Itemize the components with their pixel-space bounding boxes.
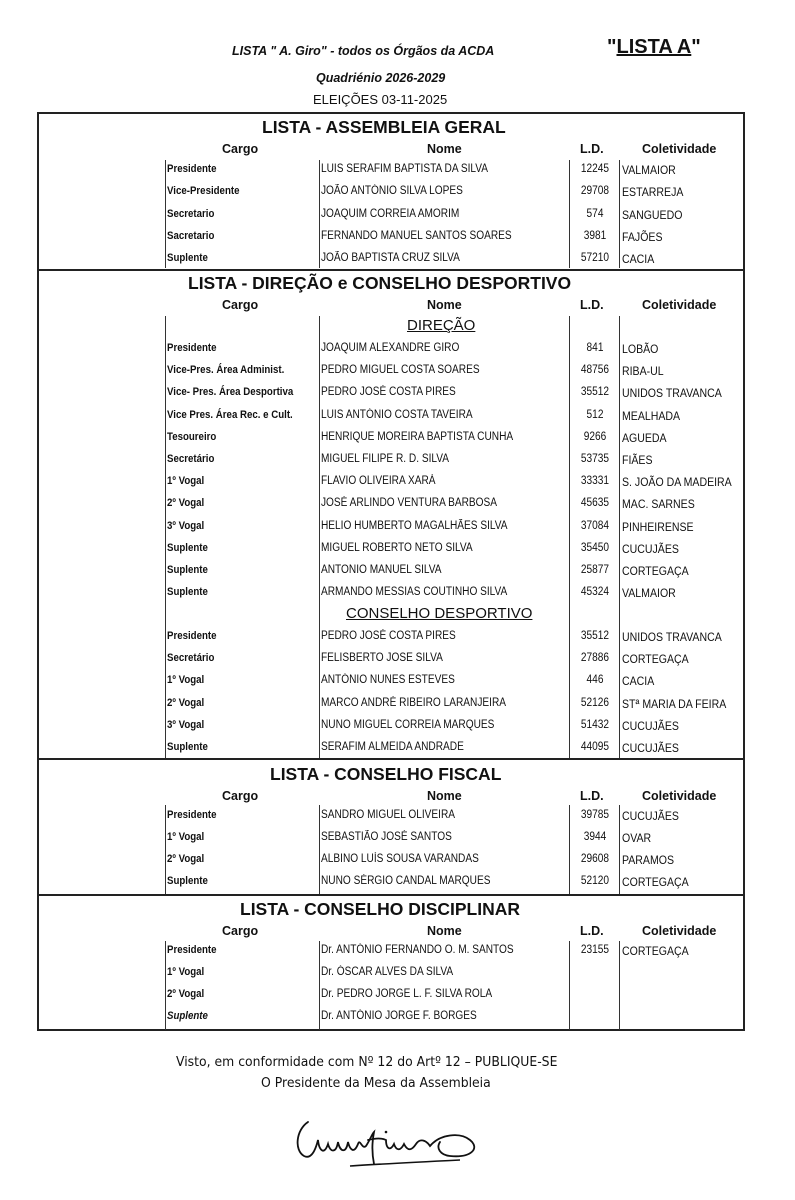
coletividade-cell: SANGUEDO (622, 207, 683, 222)
nome-cell: MARCO ANDRÉ RIBEIRO LARANJEIRA (321, 696, 507, 709)
coletividade-cell: LOBÃO (622, 342, 659, 356)
nome-cell: Dr. ANTÓNIO JORGE F. BORGES (321, 1010, 477, 1022)
ld-cell: 45635 (580, 497, 610, 510)
coletividade-cell: RIBA-UL (622, 364, 664, 379)
ld-cell: 3981 (583, 229, 607, 242)
quote-close: " (691, 36, 701, 58)
nome-cell: HENRIQUE MOREIRA BAPTISTA CUNHA (321, 430, 514, 443)
coletividade-cell: AGUEDA (622, 430, 667, 445)
signatory-title: O Presidente da Mesa da Assembleia (261, 1075, 491, 1091)
coletividade-cell: MEALHADA (622, 408, 681, 423)
ld-cell: 446 (586, 674, 604, 687)
cargo-cell: Suplente (167, 564, 208, 576)
nome-cell: MIGUEL ROBERTO NETO SILVA (321, 541, 473, 554)
coletividade-cell: ESTARREJA (622, 185, 684, 200)
coletividade-cell: FAJÕES (622, 229, 663, 244)
cargo-cell: Suplente (167, 875, 208, 887)
column-header-nome: Nome (427, 142, 462, 156)
section-title: LISTA - DIREÇÃO e CONSELHO DESPORTIVO (188, 273, 572, 293)
column-header-nome: Nome (427, 298, 462, 312)
cargo-cell: Presidente (167, 630, 217, 642)
nome-cell: FERNANDO MANUEL SANTOS SOARES (321, 229, 512, 242)
cargo-cell: Secretario (167, 207, 215, 220)
subsection-conselho-desportivo: CONSELHO DESPORTIVO (346, 605, 533, 622)
cargo-cell: Suplente (167, 741, 208, 753)
coletividade-cell: CUCUJÃES (622, 718, 679, 733)
column-header-nome: Nome (427, 924, 462, 938)
ld-cell: 35450 (580, 541, 610, 554)
cargo-cell: 1º Vogal (167, 831, 205, 843)
column-header-coletividade: Coletividade (642, 298, 717, 312)
nome-cell: ANTÓNIO NUNES ESTEVES (321, 674, 455, 687)
nome-cell: JOAQUIM ALEXANDRE GIRO (321, 342, 460, 354)
column-divider (569, 941, 570, 1030)
ld-cell: 52126 (580, 696, 610, 709)
nome-cell: HELIO HUMBERTO MAGALHÃES SILVA (321, 519, 508, 532)
column-header-ld: L.D. (580, 924, 604, 938)
column-divider (319, 160, 320, 268)
nome-cell: JOÃO BAPTISTA CRUZ SILVA (321, 252, 460, 265)
column-divider (569, 316, 570, 758)
column-divider (619, 160, 620, 268)
cargo-cell: Vice Pres. Área Rec. e Cult. (167, 408, 293, 421)
cargo-cell: 3º Vogal (167, 718, 205, 731)
column-divider (165, 805, 166, 894)
coletividade-cell: VALMAIOR (622, 163, 676, 177)
coletividade-cell: CORTEGAÇA (622, 652, 689, 667)
coletividade-cell: CACIA (622, 252, 655, 267)
nome-cell: ALBINO LUÍS SOUSA VARANDAS (321, 853, 479, 865)
coletividade-cell: CUCUJÃES (622, 809, 679, 823)
column-divider (165, 160, 166, 268)
subsection-direcao: DIREÇÃO (407, 317, 476, 334)
quote-open: " (607, 36, 617, 58)
cargo-cell: Presidente (167, 342, 217, 354)
list-label-text: LISTA A (616, 36, 692, 58)
nome-cell: Dr. ÓSCAR ALVES DA SILVA (321, 966, 454, 978)
section-title: LISTA - CONSELHO DISCIPLINAR (240, 899, 520, 919)
coletividade-cell: CORTEGAÇA (622, 944, 689, 958)
column-header-cargo: Cargo (222, 789, 259, 803)
ld-cell: 574 (586, 207, 604, 220)
ld-cell: 44095 (580, 741, 610, 753)
nome-cell: ARMANDO MESSIAS COUTINHO SILVA (321, 586, 508, 599)
nome-cell: ANTONIO MANUEL SILVA (321, 564, 442, 576)
coletividade-cell: OVAR (622, 831, 652, 845)
cargo-cell: Vice-Pres. Área Administ. (167, 364, 285, 377)
cargo-cell: Presidente (167, 809, 217, 821)
nome-cell: FLAVIO OLIVEIRA XARÁ (321, 475, 436, 488)
ld-cell: 29608 (580, 853, 610, 865)
ld-cell: 25877 (580, 564, 610, 576)
coletividade-cell: FIÃES (622, 453, 653, 467)
column-divider (319, 941, 320, 1030)
cargo-cell: Secretário (167, 453, 215, 465)
nome-cell: JOÃO ANTÓNIO SILVA LOPES (321, 185, 463, 198)
column-header-coletividade: Coletividade (642, 789, 717, 803)
ld-cell: 53735 (580, 453, 610, 465)
ld-cell: 33331 (580, 475, 610, 488)
ld-cell: 9266 (583, 430, 607, 443)
ld-cell: 27886 (580, 652, 610, 665)
column-header-nome: Nome (427, 789, 462, 803)
coletividade-cell: STª MARIA DA FEIRA (622, 696, 727, 711)
cargo-cell: Suplente (167, 252, 208, 265)
cargo-cell: Vice- Pres. Área Desportiva (167, 386, 294, 399)
nome-cell: JOSÉ ARLINDO VENTURA BARBOSA (321, 497, 498, 510)
cargo-cell: 1º Vogal (167, 475, 205, 488)
column-divider (165, 941, 166, 1030)
cargo-cell: Secretário (167, 652, 215, 665)
column-divider (619, 805, 620, 894)
column-header-ld: L.D. (580, 142, 604, 156)
coletividade-cell: MAC. SARNES (622, 497, 695, 512)
nome-cell: PEDRO JOSÉ COSTA PIRES (321, 386, 456, 399)
nome-cell: PEDRO MIGUEL COSTA SOARES (321, 364, 480, 377)
nome-cell: NUNO SÉRGIO CANDAL MARQUES (321, 875, 491, 887)
column-header-cargo: Cargo (222, 298, 259, 312)
cargo-cell: 2º Vogal (167, 696, 205, 709)
column-header-cargo: Cargo (222, 142, 259, 156)
list-label (607, 36, 701, 59)
ld-cell: 35512 (580, 386, 610, 399)
nome-cell: NUNO MIGUEL CORREIA MARQUES (321, 718, 495, 731)
coletividade-cell: VALMAIOR (622, 586, 676, 601)
ld-cell: 29708 (580, 185, 610, 198)
column-header-ld: L.D. (580, 789, 604, 803)
cargo-cell: Presidente (167, 163, 217, 175)
ld-cell: 512 (586, 408, 604, 421)
coletividade-cell: CORTEGAÇA (622, 564, 689, 578)
column-divider (165, 316, 166, 758)
cargo-cell: Vice-Presidente (167, 185, 240, 198)
section-title: LISTA - ASSEMBLEIA GERAL (262, 117, 506, 137)
cargo-cell: Sacretario (167, 229, 215, 242)
ld-cell: 51432 (580, 718, 610, 731)
nome-cell: SERAFIM ALMEIDA ANDRADE (321, 741, 464, 753)
column-divider (569, 805, 570, 894)
section-title: LISTA - CONSELHO FISCAL (270, 764, 502, 784)
coletividade-cell: PINHEIRENSE (622, 519, 694, 534)
ld-cell: 52120 (580, 875, 610, 887)
cargo-cell: 2º Vogal (167, 497, 205, 510)
nome-cell: JOAQUIM CORREIA AMORIM (321, 207, 460, 220)
column-divider (319, 316, 320, 758)
coletividade-cell: CORTEGAÇA (622, 875, 689, 889)
ld-cell: 39785 (580, 809, 610, 821)
coletividade-cell: CACIA (622, 674, 655, 689)
cargo-cell: 1º Vogal (167, 674, 205, 687)
cargo-cell: Suplente (167, 541, 208, 554)
nome-cell: MIGUEL FILIPE R. D. SILVA (321, 453, 450, 465)
column-divider (619, 941, 620, 1030)
ld-cell: 37084 (580, 519, 610, 532)
nome-cell: LUIS ANTÓNIO COSTA TAVEIRA (321, 408, 473, 421)
cargo-cell: Tesoureiro (167, 430, 217, 443)
cargo-cell: Presidente (167, 944, 217, 956)
coletividade-cell: CUCUJÃES (622, 541, 679, 556)
nome-cell: Dr. ANTÓNIO FERNANDO O. M. SANTOS (321, 944, 514, 956)
nome-cell: PEDRO JOSÉ COSTA PIRES (321, 630, 456, 642)
coletividade-cell: UNIDOS TRAVANCA (622, 386, 722, 401)
column-header-coletividade: Coletividade (642, 142, 717, 156)
cargo-cell: 2º Vogal (167, 988, 205, 1000)
ld-cell: 57210 (580, 252, 610, 265)
column-divider (569, 160, 570, 268)
document-title: LISTA " A. Giro" - todos os Órgãos da ACDA (232, 44, 495, 58)
ld-cell: 45324 (580, 586, 610, 599)
coletividade-cell: S. JOÃO DA MADEIRA (622, 475, 732, 490)
column-header-coletividade: Coletividade (642, 924, 717, 938)
ld-cell: 12245 (580, 163, 610, 175)
column-header-ld: L.D. (580, 298, 604, 312)
cargo-cell: 1º Vogal (167, 966, 205, 978)
quadrennium-label: Quadriénio 2026-2029 (316, 71, 446, 85)
ld-cell: 23155 (580, 944, 610, 956)
signature-icon (290, 1110, 540, 1175)
nome-cell: SANDRO MIGUEL OLIVEIRA (321, 809, 456, 821)
ld-cell: 841 (586, 342, 604, 354)
cargo-cell: Suplente (167, 586, 208, 599)
nome-cell: Dr. PEDRO JORGE L. F. SILVA ROLA (321, 988, 493, 1000)
cargo-cell: 2º Vogal (167, 853, 205, 865)
nome-cell: FELISBERTO JOSE SILVA (321, 652, 443, 665)
cargo-cell: Suplente (167, 1010, 208, 1022)
nome-cell: SEBASTIÃO JOSÉ SANTOS (321, 831, 452, 843)
column-header-cargo: Cargo (222, 924, 259, 938)
coletividade-cell: UNIDOS TRAVANCA (622, 630, 722, 644)
election-date: ELEIÇÕES 03-11-2025 (313, 92, 448, 107)
coletividade-cell: CUCUJÃES (622, 741, 679, 755)
ld-cell: 48756 (580, 364, 610, 377)
column-divider (619, 316, 620, 758)
publication-note: Visto, em conformidade com Nº 12 do Artº 12 – PUBLIQUE-SE (176, 1054, 558, 1070)
nome-cell: LUIS SERAFIM BAPTISTA DA SILVA (321, 163, 489, 175)
coletividade-cell: PARAMOS (622, 853, 675, 867)
ld-cell: 3944 (583, 831, 607, 843)
ld-cell: 35512 (580, 630, 610, 642)
cargo-cell: 3º Vogal (167, 519, 205, 532)
column-divider (319, 805, 320, 894)
